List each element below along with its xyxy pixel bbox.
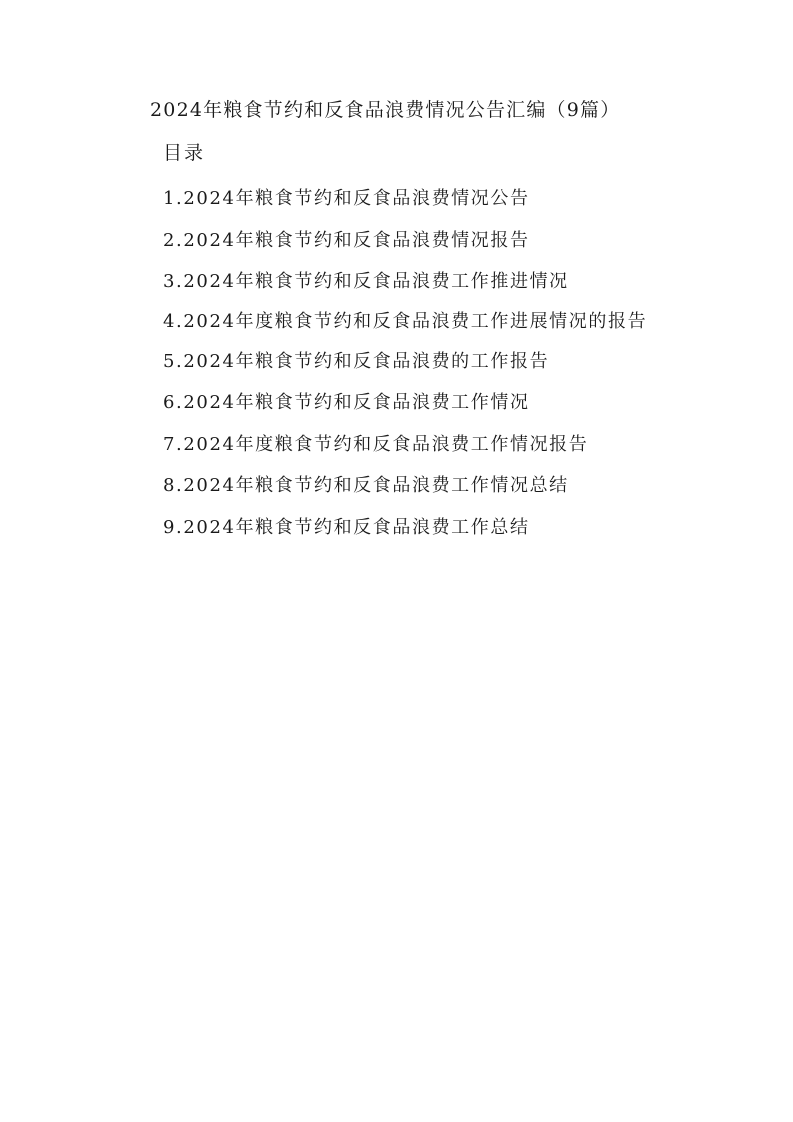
- toc-item-1: 1.2024年粮食节约和反食品浪费情况公告: [163, 188, 530, 209]
- toc-item-5: 5.2024年粮食节约和反食品浪费的工作报告: [163, 350, 550, 372]
- document-title: 2024年粮食节约和反食品浪费情况公告汇编（9篇）: [150, 99, 621, 121]
- toc-list: [120, 178, 680, 548]
- toc-item-2: 2.2024年粮食节约和反食品浪费情况报告: [163, 229, 530, 251]
- toc-item-4: 4.2024年度粮食节约和反食品浪费工作进展情况的报告: [163, 310, 648, 332]
- toc-item-9: 9.2024年粮食节约和反食品浪费工作总结: [163, 516, 530, 538]
- toc-item-6: 6.2024年粮食节约和反食品浪费工作情况: [163, 392, 530, 413]
- toc-item-8: 8.2024年粮食节约和反食品浪费工作情况总结: [163, 475, 569, 496]
- toc-item-3: 3.2024年粮食节约和反食品浪费工作推进情况: [163, 271, 569, 292]
- toc-item-7: 7.2024年度粮食节约和反食品浪费工作情况报告: [163, 433, 589, 455]
- toc-heading: 目录: [163, 142, 206, 164]
